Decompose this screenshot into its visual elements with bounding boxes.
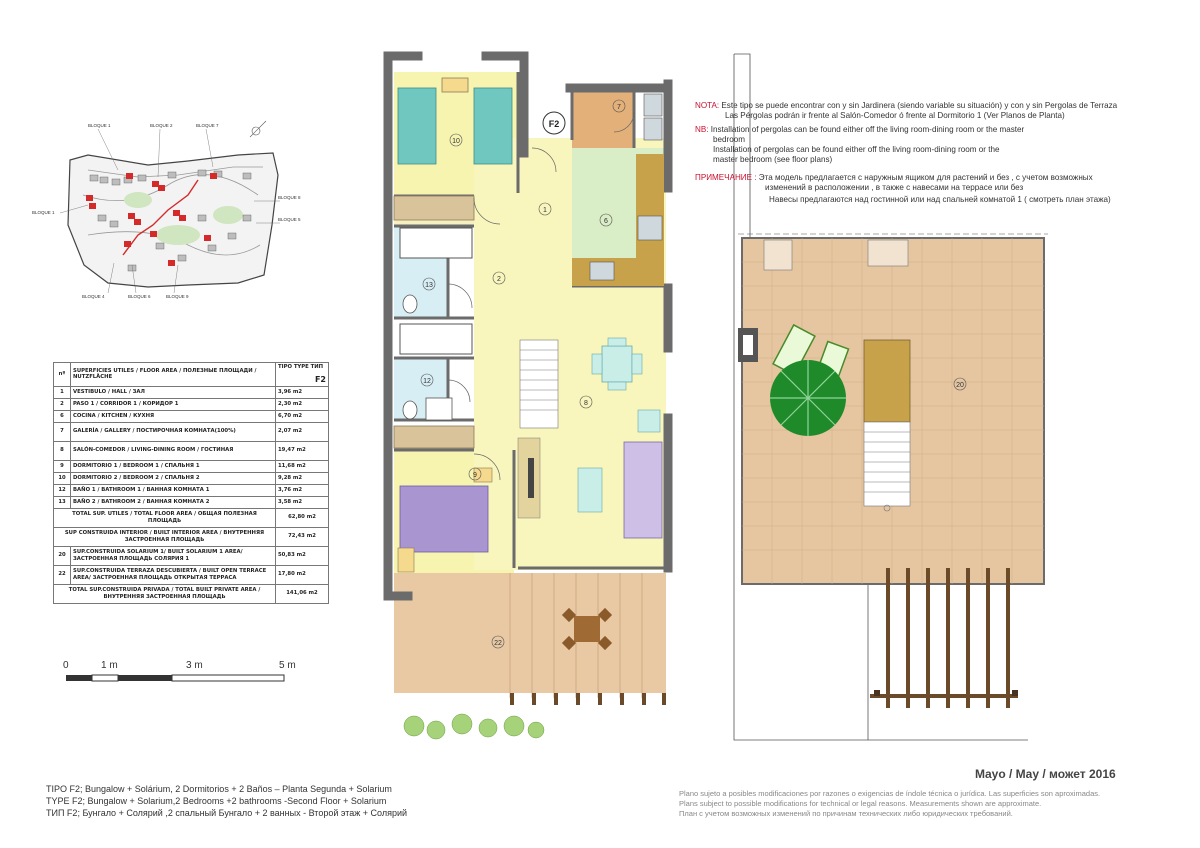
- scale-bar: [60, 673, 300, 685]
- row-desc: GALERÍA / GALLERY / ПОСТИРОЧНАЯ КОМНАТА(100%): [71, 422, 276, 441]
- disclaimer-ru: План с учетом возможных изменений по причинам технических либо юридических требований.: [679, 809, 1013, 818]
- date-label: Mayo / May / может 2016: [975, 767, 1116, 781]
- footer-type-es: TIPO F2; Bungalow + Solárium, 2 Dormitorios + 2 Baños – Planta Segunda + Solarium: [46, 784, 392, 794]
- table-header-desc: SUPERFICIES UTILES / FLOOR AREA / ПОЛЕЗНЫЕ ПЛОЩАДИ / NUTZFLÄCHE: [71, 363, 276, 387]
- unit-tag: F2: [548, 119, 560, 129]
- room-number-1: 1: [543, 207, 547, 214]
- ru-label: ПРИМЕЧАНИЕ :: [695, 173, 757, 182]
- site-label-6: BLOQUE 5: [278, 217, 301, 222]
- ru-line1: Эта модель предлагается с наружным ящиком для растений и без , с учетом возможных: [758, 173, 1093, 182]
- row-desc: COCINA / KITCHEN / КУХНЯ: [71, 410, 276, 422]
- footer-type-ru: ТИП F2; Бунгало + Солярий ,2 спальный Бунгало + 2 ванных - Второй этаж + Солярий: [46, 808, 408, 818]
- row-num: 12: [54, 484, 71, 496]
- row-desc: DORMITORIO 1 / BEDROOM 1 / СПАЛЬНЯ 1: [71, 460, 276, 472]
- total-useful-desc: TOTAL SUP. UTILES / TOTAL FLOOR AREA / ОБЩАЯ ПОЛЕЗНАЯ ПЛОЩАДЬ: [54, 508, 276, 527]
- ru-line2: изменений в расположении , в также с навесами на террасе или без: [765, 183, 1024, 192]
- row-desc: DORMITORIO 2 / BEDROOM 2 / СПАЛЬНЯ 2: [71, 472, 276, 484]
- row-desc: SUP.CONSTRUIDA TERRAZA DESCUBIERTA / BUILT OPEN TERRACE AREA/ ЗАСТРОЕННАЯ ПЛОЩАДЬ ОТКРЫТАЯ ТЕРРАСА: [71, 565, 276, 584]
- room-number-20: 20: [956, 382, 964, 389]
- area-table: [53, 362, 329, 604]
- site-label-4: BLOQUE 1: [32, 210, 55, 215]
- table-row: [54, 546, 329, 565]
- site-label-5: BLOQUE 8: [278, 195, 301, 200]
- ru-line3: Навесы предлагаются над гостинной или над спальней комнатой 1 ( смотреть план этажа): [769, 195, 1111, 204]
- row-num: 6: [54, 410, 71, 422]
- row-value: 3,58 m2: [276, 496, 329, 508]
- row-desc: SALÓN-COMEDOR / LIVING-DINING ROOM / ГОСТИНАЯ: [71, 441, 276, 460]
- table-row: [54, 441, 329, 460]
- nb-line2: bedroom: [713, 135, 745, 144]
- room-number-10: 10: [452, 138, 460, 145]
- row-value: 6,70 m2: [276, 410, 329, 422]
- row-num: 8: [54, 441, 71, 460]
- room-number-7: 7: [617, 104, 621, 111]
- room-number-8: 8: [584, 400, 588, 407]
- row-desc: VESTIBULO / HALL / ЗАЛ: [71, 386, 276, 398]
- row-value: 3,76 m2: [276, 484, 329, 496]
- table-row: [54, 565, 329, 584]
- table-row: [54, 472, 329, 484]
- site-label-9: BLOQUE 9: [166, 294, 189, 299]
- row-desc: BAÑO 1 / BATHROOM 1 / ВАННАЯ КОМНАТА 1: [71, 484, 276, 496]
- scale-label-0: 0: [63, 660, 69, 671]
- north-arrow-icon: [250, 121, 266, 137]
- row-num: 2: [54, 398, 71, 410]
- table-row: [54, 386, 329, 398]
- nb-line1: Installation of pergolas can be found either off the living room-dining room or the master: [710, 125, 1025, 134]
- site-label-2: BLOQUE 2: [150, 123, 173, 128]
- disclaimer-es: Plano sujeto a posibles modificaciones por razones o exigencias de índole técnica o jurídica. Las superficies son aproximadas.: [679, 789, 1101, 798]
- room-number-2: 2: [497, 276, 501, 283]
- row-num: 10: [54, 472, 71, 484]
- row-num: 20: [54, 546, 71, 565]
- site-label-8: BLOQUE 6: [128, 294, 151, 299]
- room-number-9: 9: [473, 472, 477, 479]
- table-row: [54, 496, 329, 508]
- row-value: 2,30 m2: [276, 398, 329, 410]
- nb-label: NB:: [695, 125, 709, 134]
- row-num: 9: [54, 460, 71, 472]
- table-total-row: [54, 508, 329, 527]
- row-value: 2,07 m2: [276, 422, 329, 441]
- table-total-row: [54, 584, 329, 603]
- table-row: [54, 484, 329, 496]
- row-desc: BAÑO 2 / BATHROOM 2 / ВАННАЯ КОМНАТА 2: [71, 496, 276, 508]
- row-num: 1: [54, 386, 71, 398]
- table-row: [54, 422, 329, 441]
- table-row: [54, 410, 329, 422]
- room-number-6: 6: [604, 218, 608, 225]
- built-interior-value: 72,43 m2: [276, 527, 329, 546]
- row-desc: SUP.CONSTRUIDA SOLARIUM 1/ BUILT SOLARIUM 1 AREA/ ЗАСТРОЕННАЯ ПЛОЩАДЬ СОЛЯРИЯ 1: [71, 546, 276, 565]
- row-desc: PASO 1 / CORRIDOR 1 / КОРИДОР 1: [71, 398, 276, 410]
- scale-label-5: 5 m: [279, 660, 296, 671]
- row-value: 11,68 m2: [276, 460, 329, 472]
- row-value: 3,96 m2: [276, 386, 329, 398]
- total-built-desc: TOTAL SUP.CONSTRUIDA PRIVADA / TOTAL BUILT PRIVATE AREA / ВНУТРЕННЯЯ ЗАСТРОЕННАЯ ПЛОЩАДЬ: [54, 584, 276, 603]
- table-row: [54, 460, 329, 472]
- table-total-row: [54, 527, 329, 546]
- built-interior-desc: SUP CONSTRUIDA INTERIOR / BUILT INTERIOR AREA / ВНУТРЕННЯЯ ЗАСТРОЕННАЯ ПЛОЩАДЬ: [54, 527, 276, 546]
- nb-line4: master bedroom (see floor plans): [713, 155, 833, 164]
- table-header-type: [276, 363, 329, 387]
- site-plan: [28, 115, 328, 305]
- row-value: 9,28 m2: [276, 472, 329, 484]
- footer-type-en: TYPE F2; Bungalow + Solarium,2 Bedrooms +2 bathrooms -Second Floor + Solarium: [46, 796, 387, 806]
- site-label-7: BLOQUE 4: [82, 294, 105, 299]
- row-value: 50,83 m2: [276, 546, 329, 565]
- type-label: TIPO TYPE ТИП: [278, 364, 324, 370]
- room-number-12: 12: [423, 378, 431, 385]
- room-number-13: 13: [425, 282, 433, 289]
- row-num: 22: [54, 565, 71, 584]
- type-code: F2: [314, 374, 326, 384]
- notes-block: [695, 101, 1185, 205]
- nota-label: NOTA:: [695, 101, 720, 110]
- total-useful-value: 62,80 m2: [276, 508, 329, 527]
- disclaimer-en: Plans subject to possible modifications for technical or legal reasons. Measurements shown are approximate.: [679, 799, 1042, 808]
- site-label-1: BLOQUE 1: [88, 123, 111, 128]
- table-header-num: nº: [54, 363, 71, 387]
- nota-line2: Las Pérgolas podrán ir frente al Salón-Comedor ó frente al Dormitorio 1 (Ver Planos de Planta): [725, 111, 1065, 120]
- room-number-22: 22: [494, 640, 502, 647]
- scale-label-1: 1 m: [101, 660, 118, 671]
- table-row: [54, 398, 329, 410]
- total-built-value: 141,06 m2: [276, 584, 329, 603]
- nb-line3: Installation of pergolas can be found either off the living room-dining room or the: [713, 145, 1000, 154]
- umbrella-icon: [770, 360, 846, 436]
- scale-label-3: 3 m: [186, 660, 203, 671]
- row-value: 17,80 m2: [276, 565, 329, 584]
- row-value: 19,47 m2: [276, 441, 329, 460]
- site-label-3: BLOQUE 7: [196, 123, 219, 128]
- row-num: 7: [54, 422, 71, 441]
- floor-plan: [378, 48, 678, 748]
- row-num: 13: [54, 496, 71, 508]
- nota-line1: Este tipo se puede encontrar con y sin Jardinera (siendo variable su situación) y con y sin Pergolas de Terraza: [721, 101, 1118, 110]
